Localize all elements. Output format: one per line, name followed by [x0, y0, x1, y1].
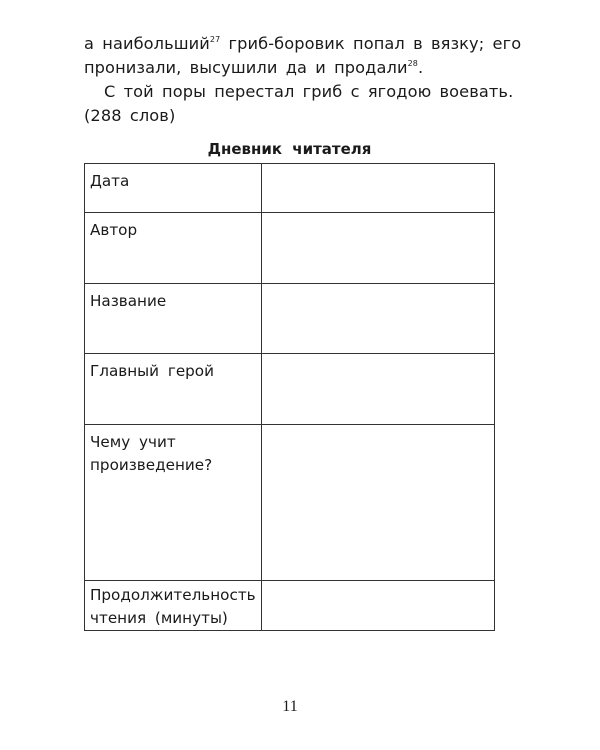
- row-label: Название: [85, 284, 262, 354]
- word-count: (288 слов): [84, 106, 176, 125]
- text-fragment: .: [417, 58, 424, 77]
- row-label: Главный герой: [85, 354, 262, 425]
- table-row-lesson: [85, 425, 495, 581]
- text-line-3: С той поры перестал гриб с ягодою воевать.: [104, 82, 514, 101]
- text-line-2: [84, 56, 495, 80]
- row-label: Дата: [85, 164, 262, 213]
- text-fragment: пронизали, высушили да и продали: [84, 58, 408, 77]
- main-hero-field[interactable]: [262, 354, 495, 425]
- row-label: Продолжительность чтения (минуты): [85, 581, 262, 631]
- title-field[interactable]: [262, 284, 495, 354]
- page-number: 11: [282, 698, 298, 715]
- reader-diary-table: [84, 163, 495, 631]
- author-field[interactable]: [262, 213, 495, 284]
- duration-field[interactable]: [262, 581, 495, 631]
- text-line-1: [84, 32, 522, 56]
- table-row-main-hero: [85, 354, 495, 425]
- footnote-28[interactable]: 28: [407, 59, 418, 68]
- table-row-title: [85, 284, 495, 354]
- body-text: [84, 32, 522, 128]
- table-row-author: [85, 213, 495, 284]
- lesson-field[interactable]: [262, 425, 495, 581]
- diary-title: Дневник читателя: [207, 140, 372, 158]
- row-label: Чему учит произведение?: [85, 425, 262, 581]
- row-label: Автор: [85, 213, 262, 284]
- table-row-duration: [85, 581, 495, 631]
- footnote-27[interactable]: 27: [209, 35, 221, 44]
- table-row-date: [85, 164, 495, 213]
- text-fragment: а наибольший: [84, 34, 210, 53]
- date-field[interactable]: [262, 164, 495, 213]
- text-fragment: гриб-боровик попал в вязку; его: [220, 34, 522, 53]
